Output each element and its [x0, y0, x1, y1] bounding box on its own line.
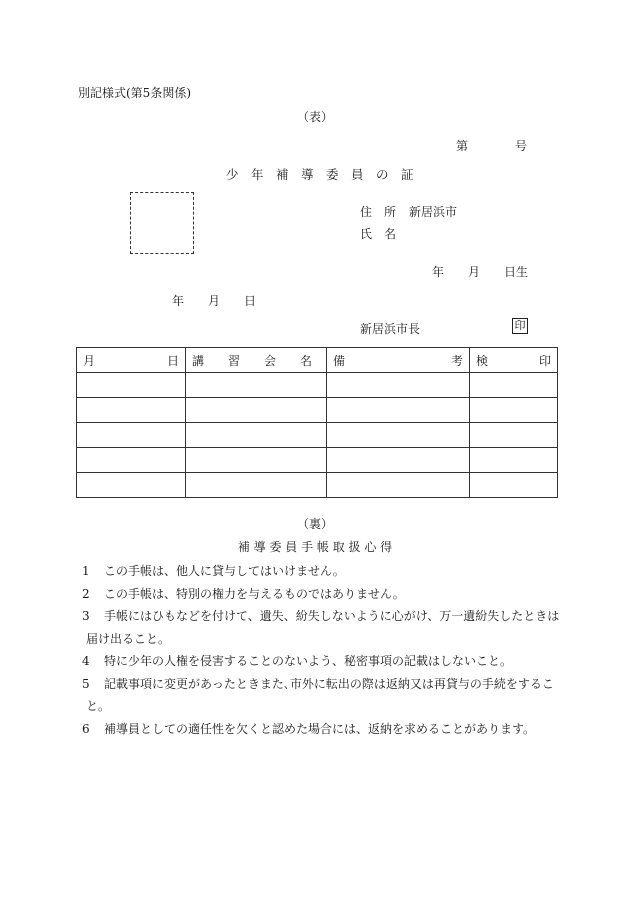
table-cell — [186, 398, 327, 423]
list-item — [82, 560, 562, 583]
column-header-date: 月 日 — [77, 348, 186, 373]
birth-month-label: 月 — [468, 265, 481, 279]
column-header-inspection: 検 印 — [470, 348, 558, 373]
list-item-continuation: と。 — [86, 699, 111, 713]
table-cell — [186, 448, 327, 473]
name-label: 氏 名 — [360, 227, 397, 241]
training-log-table — [76, 347, 558, 498]
form-note: 別記様式(第5条関係) — [78, 86, 191, 100]
list-item — [82, 605, 562, 650]
table-row — [77, 473, 558, 498]
issue-day-label: 日 — [244, 294, 257, 308]
list-item-text: この手帳は、特別の権力を与えるものではありません。 — [104, 586, 405, 601]
front-label: （表） — [296, 110, 333, 124]
list-item-number: 3 — [82, 609, 90, 623]
back-label: （裏） — [296, 517, 333, 531]
table-cell — [470, 423, 558, 448]
handling-title: 補 導 委 員 手 帳 取 扱 心 得 — [237, 540, 393, 554]
table-cell — [470, 373, 558, 398]
card-title: 少 年 補 導 委 員 の 証 — [226, 167, 414, 182]
table-cell — [77, 373, 186, 398]
list-item-text: 補導員としての適任性を欠くと認めた場合には、返納を求めることがあります。 — [104, 721, 536, 736]
table-cell — [470, 473, 558, 498]
handling-rules-list — [82, 560, 562, 740]
table-cell — [327, 398, 470, 423]
table-cell — [186, 423, 327, 448]
table-cell — [77, 398, 186, 423]
table-cell — [327, 448, 470, 473]
list-item-number: 2 — [82, 586, 90, 601]
birth-year-label: 年 — [432, 265, 445, 279]
number-suffix: 号 — [515, 139, 528, 153]
table-row — [77, 448, 558, 473]
table-cell — [470, 398, 558, 423]
list-item-number: 5 — [82, 676, 90, 691]
table-cell — [470, 448, 558, 473]
table-cell — [327, 373, 470, 398]
number-prefix: 第 — [456, 139, 469, 153]
table-cell — [327, 423, 470, 448]
list-item-text: 手帳にはひもなどを付けて、遺失、紛失しないように心がけ、万一遺紛失したときは — [104, 609, 560, 623]
table-row — [77, 423, 558, 448]
list-item-text: 記載事項に変更があったときまた､市外に転出の際は返納又は再貸与の手続をするこ — [104, 676, 554, 691]
table-row — [77, 398, 558, 423]
list-item-number: 4 — [82, 654, 90, 668]
table-cell — [186, 373, 327, 398]
list-item — [82, 650, 562, 673]
list-item-text: この手帳は、他人に貸与してはいけません。 — [104, 564, 345, 578]
column-header-remarks: 備 考 — [327, 348, 470, 373]
issue-year-label: 年 — [172, 294, 185, 308]
table-header-row — [77, 348, 558, 373]
address-label: 住 所 — [360, 205, 397, 219]
table-row — [77, 373, 558, 398]
list-item-continuation: 届け出ること。 — [86, 631, 171, 646]
list-item — [82, 583, 562, 606]
photo-placeholder — [130, 192, 194, 254]
table-cell — [327, 473, 470, 498]
column-header-course: 講 習 会 名 — [186, 348, 327, 373]
birth-day-label: 日生 — [504, 265, 529, 279]
table-cell — [77, 473, 186, 498]
issue-month-label: 月 — [208, 294, 221, 308]
list-item — [82, 673, 562, 718]
list-item — [82, 718, 562, 741]
list-item-text: 特に少年の人権を侵害することのないよう、秘密事項の記載はしないこと。 — [104, 654, 513, 668]
address-value: 新居浜市 — [409, 205, 458, 219]
seal-mark: 印 — [512, 318, 528, 334]
table-cell — [77, 423, 186, 448]
issuer-name: 新居浜市長 — [360, 322, 421, 336]
list-item-number: 1 — [82, 564, 90, 578]
list-item-number: 6 — [82, 721, 90, 736]
table-cell — [186, 473, 327, 498]
table-cell — [77, 448, 186, 473]
